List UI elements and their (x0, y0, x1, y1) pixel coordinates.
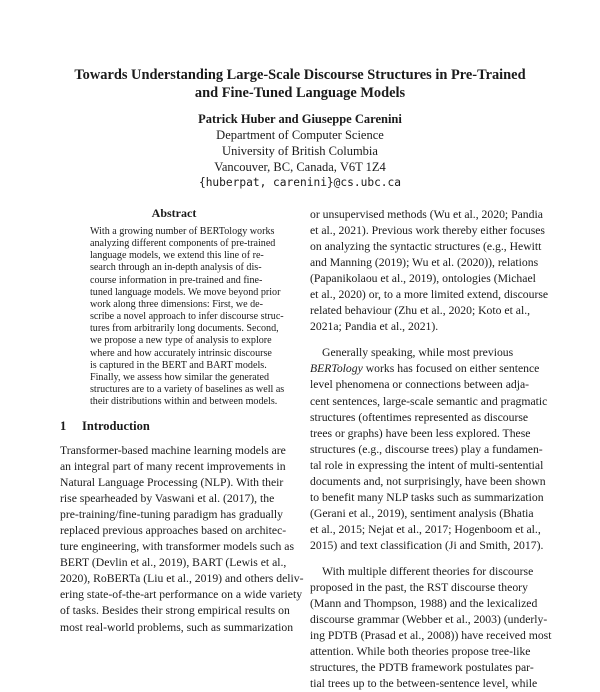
section-heading-introduction (60, 419, 150, 434)
introduction-body (60, 443, 304, 636)
abstract-line: language models, we extend this line of re- (90, 250, 264, 262)
abstract-line: scribe a novel approach to infer discourse struc- (90, 311, 284, 323)
body-line: structures, the PDTB framework postulates par- (310, 661, 534, 675)
title-line: Towards Understanding Large-Scale Discourse Structures in Pre-Trained (74, 67, 526, 83)
abstract-line: course information in pre-trained and fine- (90, 274, 263, 286)
abstract-line: is captured in the BERT and BART models. (90, 359, 267, 371)
abstract-line: tuned language models. We move beyond prior (90, 286, 281, 298)
abstract-line: With a growing number of BERTology works (90, 226, 275, 237)
body-line: proposed in the past, the RST discourse theory (310, 581, 528, 595)
body-line: replaced previous approaches based on architec- (60, 524, 287, 538)
body-line: ture engineering, with transformer models such as (60, 540, 295, 554)
body-line: on analyzing the syntactic structures (e.g., Hewitt (310, 240, 542, 254)
abstract-line: work along three dimensions: First, we de- (90, 298, 263, 310)
abstract-line: their distributions within and between models. (90, 396, 278, 408)
body-line: discourse grammar (Webber et al., 2003) (underly- (310, 613, 548, 627)
abstract-body (90, 226, 288, 408)
body-line: and Manning (2019); Wu et al. (2020)), relations (310, 256, 539, 270)
body-line: Natural Language Processing (NLP). With their (60, 476, 284, 490)
body-line: (Mann and Thompson, 1988) and the lexicalized (310, 597, 538, 611)
author-location: Vancouver, BC, Canada, V6T 1Z4 (214, 160, 386, 174)
body-line-fragment: works has focused on either sentence (362, 362, 540, 376)
body-line: ing PDTB (Prasad et al., 2008)) have received most (310, 629, 552, 643)
body-line: (Papanikolaou et al., 2019), ontologies (Michael (310, 272, 536, 286)
abstract-heading: Abstract (151, 206, 197, 220)
abstract-line: Finally, we assess how similar the generated (90, 371, 270, 383)
body-line: 2020), RoBERTa (Liu et al., 2019) and others deliv- (60, 572, 304, 586)
body-line: Generally speaking, while most previous (322, 346, 514, 360)
body-line: et al., 2015; Nejat et al., 2017; Hogenboom et al., (310, 522, 541, 536)
body-line: to benefit many NLP tasks such as summarization (310, 490, 544, 504)
author-names: Patrick Huber and Giuseppe Carenini (198, 112, 402, 126)
body-line (310, 361, 552, 377)
body-line: related behaviour (Zhu et al., 2020; Koto et al., (310, 304, 531, 318)
body-line: or unsupervised methods (Wu et al., 2020; Pandia (310, 208, 543, 221)
body-line: most real-world problems, such as summarization (60, 620, 294, 634)
title-line: and Fine-Tuned Language Models (194, 85, 406, 101)
author-department: Department of Computer Science (216, 128, 384, 142)
right-column-body (310, 207, 552, 692)
body-line: an integral part of many recent improvements in (60, 460, 286, 474)
body-line: cent sentences, large-scale semantic and pragmatic (310, 394, 548, 408)
abstract-line: where and how accurately intrinsic discourse (90, 347, 272, 359)
body-line: tial trees up to the between-sentence level, while (310, 677, 538, 691)
body-line: of tasks. Besides their strong empirical results on (60, 604, 290, 618)
body-line: attention. While both theories propose tree-like (310, 645, 531, 659)
body-line: tal role in expressing the intent of multi-sentential (310, 458, 544, 472)
abstract-line: tures from arbitrarily long documents. Second, (90, 323, 279, 335)
body-line: 2021a; Pandia et al., 2021). (310, 320, 439, 334)
paper-title (40, 66, 560, 102)
author-university: University of British Columbia (222, 144, 378, 158)
abstract-line: analyzing different components of pre-trained (90, 238, 276, 250)
body-line: 2015) and text classification (Ji and Smith, 2017). (310, 538, 544, 552)
body-line: structures (oftentimes represented as discourse (310, 410, 529, 424)
body-line: pre-training/fine-tuning paradigm has gradually (60, 508, 283, 522)
body-line: BERT (Devlin et al., 2019), BART (Lewis et al., (60, 556, 287, 570)
body-line: rise spearheaded by Vaswani et al. (2017), the (60, 492, 275, 506)
author-block (100, 111, 500, 191)
body-line: (Gerani et al., 2019), sentiment analysis (Bhatia (310, 506, 534, 520)
body-line: Transformer-based machine learning models are (60, 444, 286, 457)
body-line: ering state-of-the-art performance on a wide variety (60, 588, 303, 602)
body-line: documents and, not surprisingly, have been shown (310, 474, 546, 488)
section-number: 1 (60, 419, 67, 433)
section-title: Introduction (82, 419, 150, 433)
body-line: trees or graphs) have been less explored. These (310, 426, 531, 440)
body-line: With multiple different theories for discourse (322, 564, 534, 578)
body-line: level phenomena or connections between adja- (310, 378, 530, 392)
abstract-line: structures are to a variety of baselines as well as (90, 384, 285, 396)
abstract-line: we propose a new type of analysis to explore (90, 335, 272, 347)
author-email: {huberpat, carenini}@cs.ubc.ca (198, 176, 402, 189)
abstract-line: search through an in-depth analysis of dis- (90, 262, 262, 274)
bertology-term: BERTology (310, 362, 363, 376)
body-line: et al., 2020) or, to a more limited extend, discourse (310, 288, 549, 302)
body-line: structures (e.g., discourse trees) play a fundamen- (310, 442, 543, 456)
body-line: et al., 2021). Previous work thereby either focuses (310, 224, 545, 238)
